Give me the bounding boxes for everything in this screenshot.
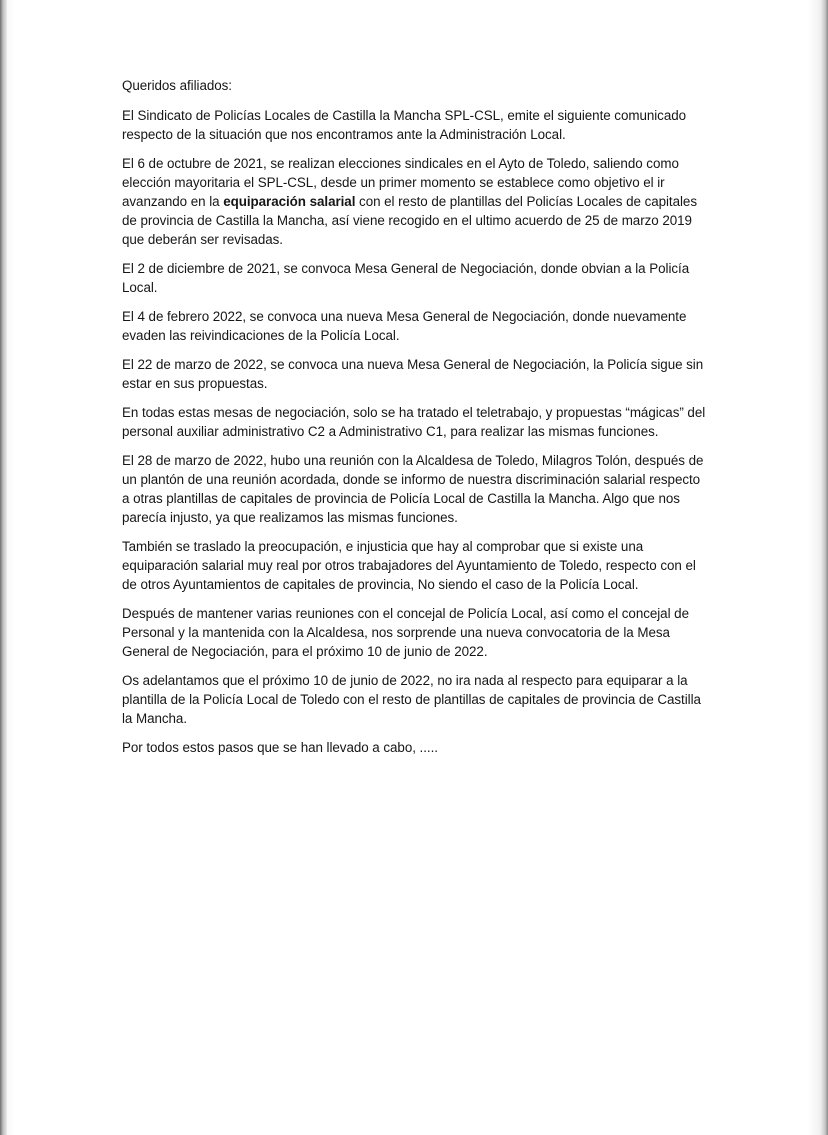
letter-body [122, 76, 710, 767]
paragraph-new-meeting: Después de mantener varias reuniones con el concejal de Policía Local, así como el concejal de Personal y la mantenida con la Alcaldesa, nos sorprende una nueva convocatoria de la Mesa General de Negociación, para el próximo 10 de junio de 2022. [122, 606, 689, 659]
paragraph-elections-text-a: El 6 de octubre de 2021, se realizan elecciones sindicales en el Ayto de Toledo, saliendo como elección mayoritaria el SPL-CSL, desde un primer momento se establece como objetivo el ir avanzando en la [122, 156, 679, 209]
paragraph-intro: El Sindicato de Policías Locales de Castilla la Mancha SPL-CSL, emite el siguiente comunicado respecto de la situación que nos encontramos ante la Administración Local. [122, 108, 687, 142]
paragraph-february: El 4 de febrero 2022, se convoca una nueva Mesa General de Negociación, donde nuevamente evaden las reivindicaciones de la Policía Local. [122, 309, 687, 343]
salary-equalization-emphasis: equiparación salarial [223, 194, 356, 209]
paragraph-mayor-meeting: El 28 de marzo de 2022, hubo una reunión con la Alcaldesa de Toledo, Milagros Tolón, después de un plantón de una reunión acordada, donde se informo de nuestra discriminación salarial respecto a otras plantillas de capitales de provincia de Policía Local de Castilla la Mancha. Algo que nos parecía injusto, ya que realizamos las mismas funciones. [122, 453, 704, 525]
page-edge-left [0, 0, 7, 1135]
paragraph-march-22: El 22 de marzo de 2022, se convoca una nueva Mesa General de Negociación, la Policía sigue sin estar en sus propuestas. [122, 357, 704, 391]
paragraph-concern: También se traslado la preocupación, e injusticia que hay al comprobar que si existe una equiparación salarial muy real por otros trabajadores del Ayuntamiento de Toledo, respecto con el de otros Ayuntamientos de capitales de provincia, No siendo el caso de la Policía Local. [122, 539, 696, 592]
paragraph-closing: Por todos estos pasos que se han llevado a cabo, ..... [122, 740, 438, 755]
paragraph-elections [122, 154, 710, 249]
paragraph-december: El 2 de diciembre de 2021, se convoca Mesa General de Negociación, donde obvian a la Policía Local. [122, 261, 690, 295]
page-edge-right [820, 0, 828, 1135]
paragraph-negotiation-tables: En todas estas mesas de negociación, solo se ha tratado el teletrabajo, y propuestas “mágicas” del personal auxiliar administrativo C2 a Administrativo C1, para realizar las mismas funciones. [122, 405, 706, 439]
greeting: Queridos afiliados: [122, 78, 232, 93]
paragraph-elections-text-b: con el resto de plantillas del Policías Locales de capitales de provincia de Castilla la Mancha, así viene recogido en el ultimo acuerdo de 25 de marzo 2019 que deberán ser revisadas. [122, 194, 697, 247]
paragraph-june: Os adelantamos que el próximo 10 de junio de 2022, no ira nada al respecto para equiparar a la plantilla de la Policía Local de Toledo con el resto de plantillas de capitales de provincia de Castilla la Mancha. [122, 673, 701, 726]
